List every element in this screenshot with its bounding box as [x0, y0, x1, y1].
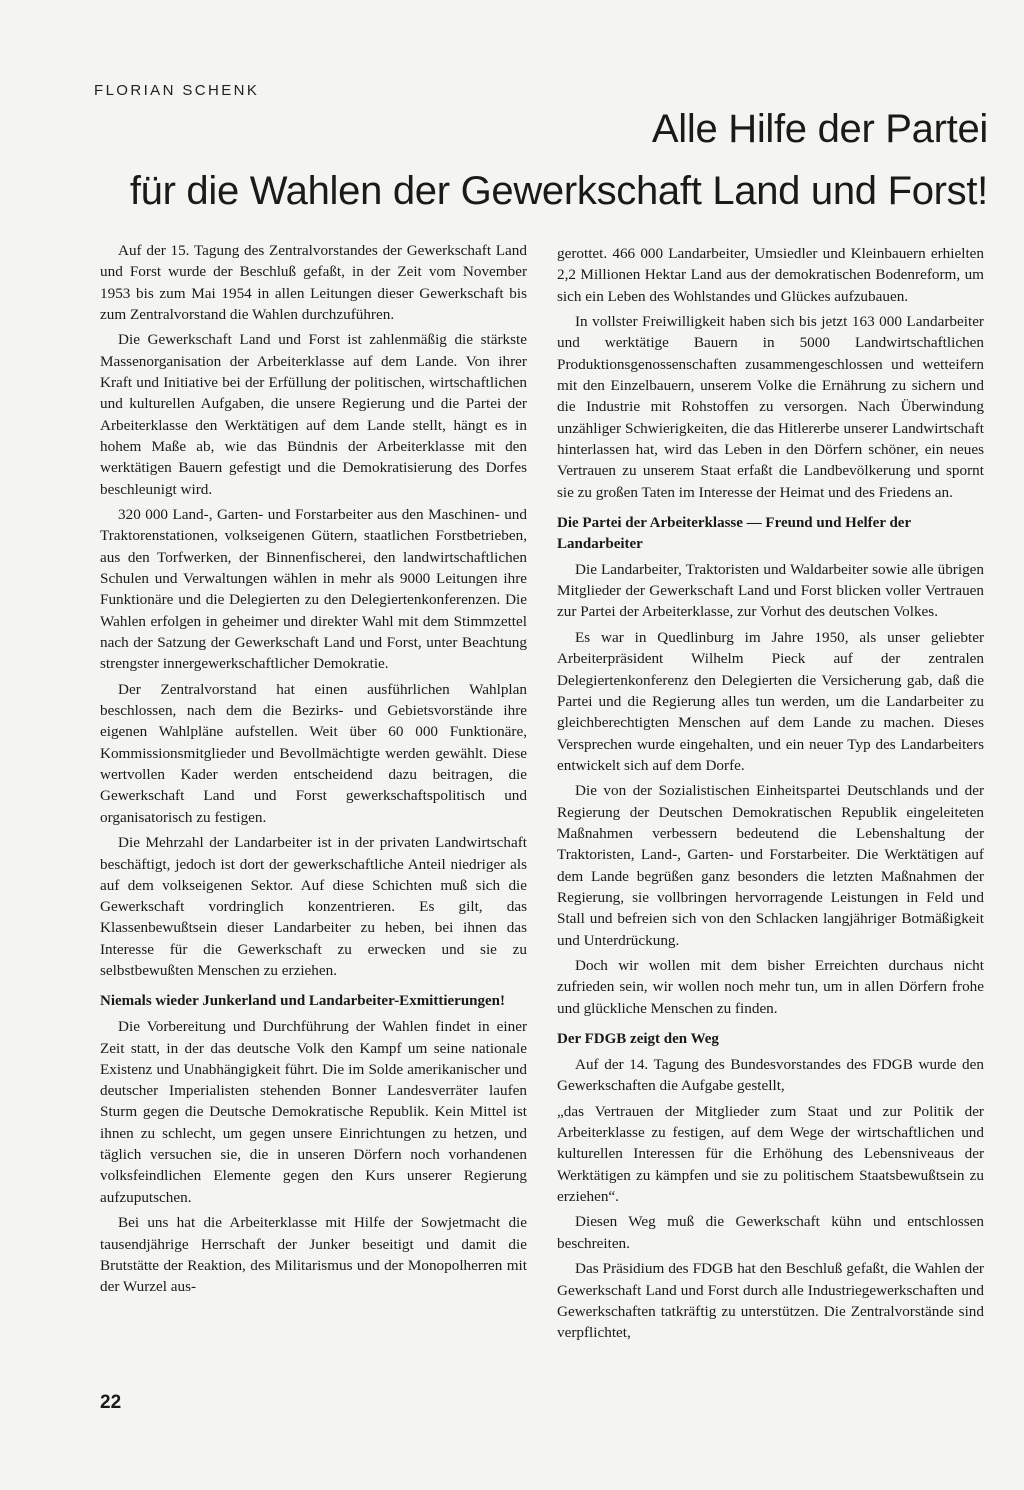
paragraph: Diesen Weg muß die Gewerkschaft kühn und entschlossen beschreiten.	[557, 1213, 984, 1252]
paragraph: Die Landarbeiter, Traktoristen und Waldarbeiter sowie alle übrigen Mitglieder der Gewerkschaft Land und Forst blicken voller Vertrauen zur Partei der Arbeiterklasse, zur Vorhut des deutschen Volkes.	[557, 560, 984, 621]
page-number: 22	[100, 1392, 122, 1413]
paragraph: Die von der Sozialistischen Einheitspartei Deutschlands und der Regierung der Deutschen Demokratischen Republik eingeleiteten Maßnahmen verbessern bedeutend die Lebenshaltung der Traktoristen, Land-, Garten- und Forstarbeiter. Die Werktätigen auf dem Lande begrüßen ganz besonders die letzten Maßnahmen der Regierung, sie vollbringen hervorragende Leistungen in Feld und Stall und befreien sich von den Schlacken langjähriger Botmäßigkeit und Unterdrückung.	[557, 782, 984, 949]
paragraph: Das Präsidium des FDGB hat den Beschluß gefaßt, die Wahlen der Gewerkschaft Land und Forst durch alle Industriegewerkschaften und Gewerkschaften tatkräftig zu unterstützen. Die Zentralvorstände sind verpflichtet,	[557, 1260, 984, 1342]
section-heading: Niemals wieder Junkerland und Landarbeiter-Exmittierungen!	[100, 993, 506, 1010]
section-heading: Die Partei der Arbeiterklasse — Freund und Helfer der Landarbeiter	[557, 514, 911, 552]
paragraph: gerottet. 466 000 Landarbeiter, Umsiedler und Kleinbauern erhielten 2,2 Millionen Hektar Land aus der demokratischen Bodenreform, um sich ein Leben des Wohlstandes und Glückes aufzubauen.	[557, 245, 984, 305]
paragraph: Bei uns hat die Arbeiterklasse mit Hilfe der Sowjetmacht die tausendjährige Herrschaft der Junker beseitigt und damit die Brutstätte der Reaktion, des Militarismus und der Monopolherren mit der Wurzel aus-	[100, 1214, 527, 1296]
paragraph: 320 000 Land-, Garten- und Forstarbeiter aus den Maschinen- und Traktorenstationen, volkseigenen Gütern, staatlichen Forstbetrieben, aus den Torfwerken, der Binnenfischerei, den landwirtschaftlichen Schulen und Verwaltungen wählen in mehr als 9000 Leitungen ihre Funktionäre und die Delegierten zu den Delegiertenkonferenzen. Die Wahlen erfolgen in geheimer und direkter Wahl mit dem Stimmzettel nach der Satzung der Gewerkschaft Land und Forst, unter Beachtung strengster innergewerkschaftlicher Demokratie.	[100, 506, 527, 673]
paragraph: Es war in Quedlinburg im Jahre 1950, als unser geliebter Arbeiterpräsident Wilhelm Pieck auf der zentralen Delegiertenkonferenz den Delegierten die Versicherung gab, daß die Partei und die Regierung alles tun werden, um die Landarbeiter zu gleichberechtigten Menschen auf dem Lande zu machen. Dieses Versprechen wurde eingehalten, und ein neuer Typ des Landarbeiters entwickelt sich auf dem Dorfe.	[557, 629, 984, 774]
right-column	[557, 243, 984, 1348]
paragraph: Die Mehrzahl der Landarbeiter ist in der privaten Landwirtschaft beschäftigt, jedoch ist dort der gewerkschaftliche Anteil niedriger als auf dem volkseigenen Sektor. Auf diese Schichten muß sich die Gewerkschaft vordringlich konzentrieren. Es gilt, das Klassenbewußtsein dieser Landarbeiter zu heben, bei ihnen das Interesse für die Gewerkschaft zu erwecken und sie zu selbstbewußten Menschen zu erziehen.	[100, 834, 527, 979]
article-title	[68, 98, 988, 222]
title-line-1: Alle Hilfe der Partei	[651, 107, 988, 151]
left-column	[100, 240, 527, 1302]
paragraph: Die Vorbereitung und Durchführung der Wahlen findet in einer Zeit statt, in der das deutsche Volk den Kampf um seine nationale Existenz und Unabhängigkeit führt. Die im Solde amerikanischer und deutscher Imperialisten stehenden Bonner Landesverräter laufen Sturm gegen die Deutsche Demokratische Republik. Kein Mittel ist ihnen zu schlecht, um gegen unsere Einrichtungen zu hetzen, und täglich versuchen sie, die in unseren Dörfern noch vorhandenen volksfeindlichen Elemente gegen den Kurs unserer Regierung aufzuputschen.	[100, 1018, 527, 1206]
paragraph: Die Gewerkschaft Land und Forst ist zahlenmäßig die stärkste Massenorganisation der Arbeiterklasse auf dem Lande. Von ihrer Kraft und Initiative bei der Erfüllung der politischen, wirtschaftlichen und kulturellen Aufgaben, die unsere Regierung und die Partei der Arbeiterklasse den Werktätigen auf dem Lande stellt, hängt es in hohem Maße ab, wie das Bündnis der Arbeiterklasse mit den werktätigen Bauern gefestigt und die Demokratisierung des Dorfes beschleunigt wird.	[100, 331, 527, 498]
paragraph: Auf der 14. Tagung des Bundesvorstandes des FDGB wurde den Gewerkschaften die Aufgabe gestellt,	[557, 1055, 984, 1095]
paragraph: In vollster Freiwilligkeit haben sich bis jetzt 163 000 Landarbeiter und werktätige Bauern in 5000 Landwirtschaftlichen Produktionsgenossenschaften zusammengeschlossen und wetteifern mit den Einzelbauern, unserem Volke die Ernährung zu sichern und die Industrie mit Rohstoffen zu versorgen. Nach Überwindung unzähliger Schwierigkeiten, die das Hitlererbe unserer Landwirtschaft hinterlassen hat, wird das Leben in den Dörfern schöner, ein neues Vertrauen zu unserem Staat erfaßt die Landbevölkerung und spornt sie zu großen Taten im Interesse der Heimat und des Friedens an.	[557, 313, 984, 501]
author-name: FLORIAN SCHENK	[94, 82, 260, 99]
section-heading: Der FDGB zeigt den Weg	[557, 1030, 719, 1047]
paragraph: Doch wir wollen mit dem bisher Erreichten durchaus nicht zufrieden sein, wir wollen noch mehr tun, um in allen Dörfern frohe und glückliche Menschen zu finden.	[557, 957, 984, 1017]
paragraph: Der Zentralvorstand hat einen ausführlichen Wahlplan beschlossen, nach dem die Bezirks- und Gebietsvorstände ihre eigenen Wahlpläne aufstellen. Weit über 60 000 Funktionäre, Kommissionsmitglieder und Bevollmächtigte werden gewählt. Diese wertvollen Kader werden entscheidend dazu beitragen, die Gewerkschaft Land und Forst gewerkschaftspolitisch und organisatorisch zu festigen.	[100, 680, 527, 826]
paragraph: Auf der 15. Tagung des Zentralvorstandes der Gewerkschaft Land und Forst wurde der Beschluß gefaßt, in der Zeit vom November 1953 bis zum Mai 1954 in allen Leitungen dieser Gewerkschaft bis zum Zentralvorstand die Wahlen durchzuführen.	[100, 242, 527, 323]
quotation: „das Vertrauen der Mitglieder zum Staat und zur Politik der Arbeiterklasse zu festigen, auf dem Wege der wirtschaftlichen und kulturellen Interessen für die Erhöhung des Lebensniveaus der Werktätigen zu kämpfen und sie zu politischem Staatsbewußtsein zu erziehen“.	[557, 1102, 984, 1206]
title-line-2: für die Wahlen der Gewerkschaft Land und Forst!	[129, 169, 988, 213]
